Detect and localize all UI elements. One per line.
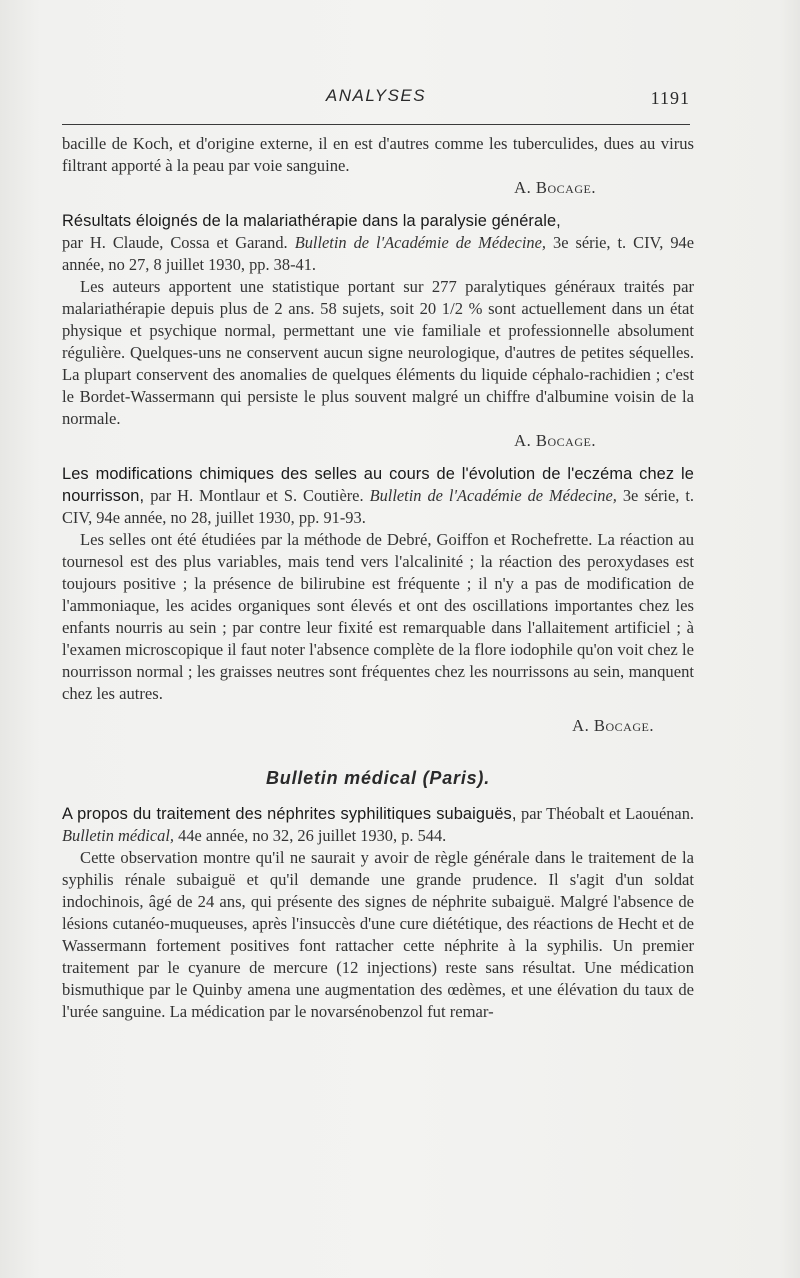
article-column <box>62 133 694 1023</box>
entry1-heading <box>62 210 694 276</box>
entry2-title: Les modifications chimiques des selles au cours de l'évolution de l'eczéma chez le nourrisson, <box>62 465 694 505</box>
entry3-title: A propos du traitement des néphrites syphilitiques subaiguës, <box>62 805 517 823</box>
entry3-authors: par Théobalt et Laouénan. <box>521 804 694 823</box>
entry3-journal: Bulletin médical, <box>62 826 174 845</box>
running-title: ANALYSES <box>325 86 427 105</box>
header-rule <box>62 124 690 125</box>
entry1-title: Résultats éloignés de la malariathérapie dans la paralysie générale, <box>62 212 561 230</box>
entry1-signature: A. Bocage. <box>514 431 596 450</box>
entry2-journal: Bulletin de l'Académie de Médecine, <box>369 486 617 505</box>
section-title: Bulletin médical (Paris). <box>265 768 491 788</box>
entry1-body: Les auteurs apportent une statistique portant sur 277 paralytiques généraux traités par malariathérapie depuis plus de 2 ans. 58 sujets, soit 20 1/2 % sont actuellement dans un état physique et psychique normal, permettant une vie familiale et professionnelle absolument régulière. Quelques-uns ne conservent aucun signe neurologique, d'autres de petites séquelles. La plupart conservent des anomalies de quelques éléments du liquide céphalo-rachidien ; c'est le Bordet-Wassermann qui persiste le plus souvent malgré un chiffre d'albumine voisin de la normale. <box>62 277 694 428</box>
entry3-heading <box>62 803 694 847</box>
running-head <box>62 86 690 110</box>
entry2-body: Les selles ont été étudiées par la méthode de Debré, Goiffon et Rochefrette. La réaction au tournesol est des plus variables, mais tend vers l'alcalinité ; la réaction des peroxydases est toujours positive ; la présence de bilirubine est fréquente ; il n'y a pas de modification de l'ammoniaque, les acides organiques sont élevés et ont des oscillations importantes chez les enfants nourris au sein ; par contre leur fixité est remarquable dans l'allaitement artificiel ; à l'examen microscopique il faut noter l'absence complète de la flore iodophile qu'on voit chez le nourrisson normal ; les graisses neutres sont fréquentes chez les nourrissons au sein, manquent chez les autres. <box>62 530 694 703</box>
entry1-journal: Bulletin de l'Académie de Médecine, <box>294 233 546 252</box>
abstract-entry-1 <box>62 210 694 452</box>
entry3-citation: 44e année, no 32, 26 juillet 1930, p. 544. <box>178 826 447 845</box>
entry2-authors: par H. Montlaur et S. Coutière. <box>150 486 364 505</box>
entry2-citation: 3e série, t. CIV, 94e année, no 28, juillet 1930, pp. 91-93. <box>62 486 694 527</box>
intro-text: bacille de Koch, et d'origine externe, il en est d'autres comme les tuberculides, dues au virus filtrant apporté à la peau par voie sanguine. <box>62 134 694 175</box>
page-number: 1191 <box>650 88 690 108</box>
entry1-authors: par H. Claude, Cossa et Garand. <box>62 233 288 252</box>
entry1-citation: 3e série, t. CIV, 94e année, no 27, 8 juillet 1930, pp. 38-41. <box>62 233 695 274</box>
intro-signature: A. Bocage. <box>514 178 596 197</box>
entry3-body: Cette observation montre qu'il ne saurait y avoir de règle générale dans le traitement de la syphilis rénale subaiguë et qu'il demande une grande prudence. Il s'agit d'un soldat indochinois, âgé de 24 ans, qui présente des signes de néphrite subaiguë. Malgré l'absence de lésions cutanéo-muqueuses, après l'insuccès d'une cure diététique, des réactions de Hecht et de Wassermann fortement positives font rattacher cette néphrite à la syphilis. Un premier traitement par le cyanure de mercure (12 injections) reste sans résultat. Une médication bismuthique par le Quinby amena une augmentation des œdèmes, et une élévation du taux de l'urée sanguine. La médication par le novarsénobenzol fut remar- <box>62 848 694 1021</box>
abstract-entry-3 <box>62 803 694 1023</box>
entry2-signature: A. Bocage. <box>572 716 654 735</box>
abstract-entry-2 <box>62 463 694 737</box>
entry2-heading <box>62 463 694 529</box>
